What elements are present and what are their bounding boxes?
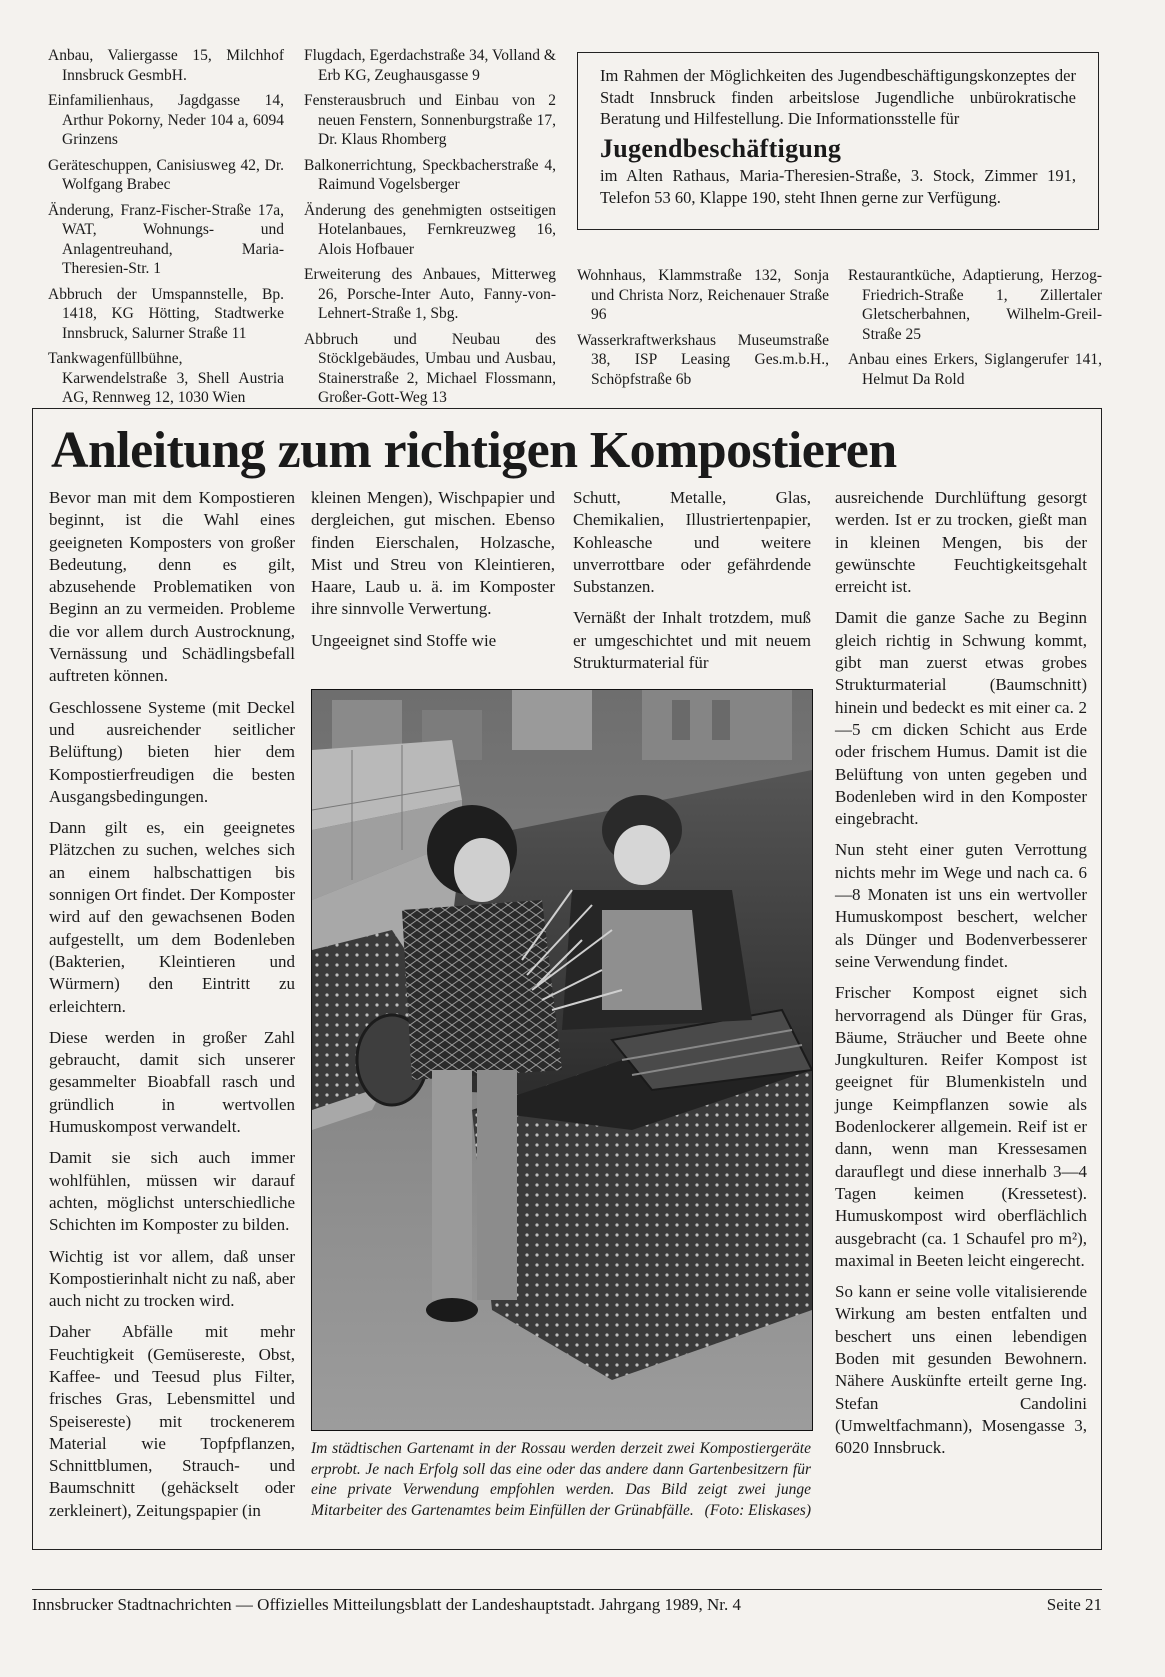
listing-entry: Änderung des genehmigten ostseitigen Hotelanbaues, Fernkreuzweg 16, Alois Hofbauer (304, 201, 556, 258)
info-box-heading: Jugendbeschäftigung (600, 133, 842, 163)
listing-entry: Änderung, Franz-Fischer-Straße 17a, WAT, Wohnungs- und Anlagentreuhand, Maria-Theresien-Str. 1 (48, 201, 284, 277)
article-photo (311, 689, 813, 1431)
listing-entry: Tankwagenfüllbühne, Karwendelstraße 3, Shell Austria AG, Rennweg 12, 1030 Wien (48, 350, 284, 406)
article-title: Anleitung zum richtigen Kompostieren (51, 422, 897, 479)
listings-column-3 (577, 266, 829, 395)
listing-entry: Restaurantküche, Adaptierung, Herzog-Friedrich-Straße 1, Zillertaler Gletscherbahnen, Wilhelm-Greil-Straße 25 (848, 267, 1102, 343)
listing-entry: Abbruch und Neubau des Stöcklgebäudes, Umbau und Ausbau, Stainerstraße 2, Michael Flossmann, Großer-Gott-Weg 13 (304, 330, 556, 406)
listing-entry: Abbruch der Umspannstelle, Bp. 1418, KG Hötting, Stadtwerke Innsbruck, Salurner Straße 11 (48, 285, 284, 342)
info-box-intro: Im Rahmen der Möglichkeiten des Jugendbeschäftigungskonzeptes der Stadt Innsbruck finden arbeitslose Jugendliche unbürokratische Beratung und Hilfestellung. Die Informationsstelle für (600, 66, 1076, 128)
listing-entry: Anbau, Valiergasse 15, Milchhof Innsbruck GesmbH. (48, 47, 284, 84)
listing-entry: Wasserkraftwerkshaus Museumstraße 38, ISP Leasing Ges.m.b.H., Schöpfstraße 6b (577, 331, 829, 388)
article-paragraph: So kann er seine volle vitalisierende Wirkung am besten entfalten und beschert uns einen lebendigen Boden mit gesunden Bewohnern. Nähere Auskünfte erteilt gerne Ing. Stefan Candolini (Umweltfachmann), Mosengasse 3, 6020 Innsbruck. (835, 1282, 1087, 1458)
article-paragraph: Wichtig ist vor allem, daß unser Kompostierinhalt nicht zu naß, aber auch nicht zu trocken wird. (49, 1246, 295, 1311)
photo-credit: (Foto: Eliskases) (704, 1501, 811, 1519)
article-paragraph: Damit die ganze Sache zu Beginn gleich richtig in Schwung kommt, gibt man zuerst etwas grobes Strukturmaterial (Baumschnitt) hinein und bedeckt es mit einer ca. 2—5 cm dicken Schicht aus Erde oder frischem Humus. Damit ist die Belüftung von unten gegeben und Bodenleben wird in den Komposter eingebracht. (835, 608, 1087, 829)
footer-publication: Innsbrucker Stadtnachrichten — Offizielles Mitteilungsblatt der Landeshauptstadt. Jahrgang 1989, Nr. 4 (32, 1595, 741, 1614)
article-paragraph: Vernäßt der Inhalt trotzdem, muß er umgeschichtet und mit neuem Strukturmaterial für (573, 608, 811, 673)
listing-entry: Einfamilienhaus, Jagdgasse 14, Arthur Pokorny, Neder 104 a, 6094 Grinzens (48, 92, 284, 148)
article-paragraph: kleinen Mengen), Wischpapier und dergleichen, gut mischen. Ebenso finden Eierschalen, Holzasche, Mist und Streu von Kleintieren, Haare, Laub u. ä. im Komposter ihre sinnvolle Verwertung. (311, 488, 555, 619)
article-paragraph: Ungeeignet sind Stoffe wie (311, 630, 497, 650)
listing-entry: Geräteschuppen, Canisiusweg 42, Dr. Wolfgang Brabec (48, 156, 284, 193)
photo-composting-scene (312, 690, 812, 1430)
article-paragraph: Frischer Kompost eignet sich hervorragend als Dünger für Gras, Bäume, Sträucher und Beete ohne Jungkulturen. Reifer Kompost ist geeignet für Blumenkisteln und junge Keimpflanzen sowie als Bodenlockerer allgemein. Reif ist er dann, wenn man Kressesamen darauflegt und diese innerhalb 3—4 Tagen keimen (Kressetest). Humuskompost wird oberflächlich ausgebracht (ca. 1 Schaufel pro m²), maximal in Beeten leicht eingerecht. (835, 983, 1087, 1270)
listing-entry: Fensterausbruch und Einbau von 2 neuen Fenstern, Sonnenburgstraße 17, Dr. Klaus Rhomberg (304, 92, 556, 148)
article-paragraph: Nun steht einer guten Verrottung nichts mehr im Wege und nach ca. 6—8 Monaten ist uns ein wertvoller Humuskompost beschert, welcher als Dünger und Bodenverbesserer seine Verwendung findet. (835, 840, 1087, 971)
photo-caption-text: Im städtischen Gartenamt in der Rossau werden derzeit zwei Kompostiergeräte erprobt. Je nach Erfolg soll das eine oder das andere dann Gartenbesitzern für eine private Verwendung empfohlen werden. Das Bild zeigt zwei junge Mitarbeiter des Gartenamtes beim Einfüllen der Grünabfälle. (311, 1440, 811, 1519)
listings-column-1 (48, 46, 284, 414)
article-kompostieren (32, 408, 1102, 1550)
listing-entry: Anbau eines Erkers, Siglangerufer 141, Helmut Da Rold (848, 351, 1102, 388)
article-paragraph: Dann gilt es, ein geeignetes Plätzchen zu suchen, welches sich an einem halbschattigen bis sonnigen Ort findet. Der Komposter wird auf den gewachsenen Boden aufgestellt, um dem Bodenleben (Bakterien, Kleintieren und Würmern) den Eintritt zu erleichtern. (49, 818, 295, 1016)
article-paragraph: Diese werden in großer Zahl gebraucht, damit sich unserer gesammelter Bioabfall rasch und gründlich in wertvollen Humuskompost verwandelt. (49, 1027, 295, 1137)
listing-entry: Balkonerrichtung, Speckbacherstraße 4, Raimund Vogelsberger (304, 156, 556, 193)
listing-entry: Flugdach, Egerdachstraße 34, Volland & Erb KG, Zeughausgasse 9 (304, 47, 556, 84)
article-paragraph: ausreichende Durchlüftung gesorgt werden. Ist er zu trocken, gießt man in kleinen Mengen, bis der gewünschte Feuchtigkeitsgehalt erreicht ist. (835, 488, 1087, 597)
photo-caption (311, 1439, 811, 1521)
info-box-body: im Alten Rathaus, Maria-Theresien-Straße, 3. Stock, Zimmer 191, Telefon 53 60, Klappe 190, steht Ihnen gerne zur Verfügung. (600, 166, 1076, 207)
article-paragraph: Schutt, Metalle, Glas, Chemikalien, Illustriertenpapier, Kohleasche und weitere unverrottbare oder gefährdende Substanzen. (573, 488, 811, 597)
listing-entry: Wohnhaus, Klammstraße 132, Sonja und Christa Norz, Reichenauer Straße 96 (577, 267, 829, 323)
info-box-jugendbeschaeftigung (577, 52, 1099, 230)
listings-column-4 (848, 266, 1102, 395)
article-paragraph: Geschlossene Systeme (mit Deckel und ausreichender seitlicher Belüftung) bieten hier dem Kompostierfreudigen die besten Ausgangsbedingungen. (49, 697, 295, 806)
listing-entry: Erweiterung des Anbaues, Mitterweg 26, Porsche-Inter Auto, Fanny-von-Lehnert-Straße 1, Sbg. (304, 266, 556, 322)
article-paragraph: Damit sie sich auch immer wohlfühlen, müssen wir darauf achten, möglichst unterschiedliche Schichten im Komposter zu bilden. (49, 1148, 295, 1235)
article-column-4 (835, 487, 1087, 1468)
article-column-2 (311, 487, 555, 661)
footer-page-number: Seite 21 (1046, 1595, 1102, 1614)
article-paragraph: Daher Abfälle mit mehr Feuchtigkeit (Gemüsereste, Obst, Kaffee- und Teesud plus Filter, frisches Gras, Lebensmittel und Speisereste) mit trockenerem Material wie Topfpflanzen, Schnittblumen, Strauch- und Baumschnitt (gehäckselt oder zerkleinert), Zeitungspapier (in (49, 1322, 295, 1520)
footer-divider (32, 1589, 1102, 1590)
listings-column-2 (304, 46, 556, 414)
article-column-1 (49, 487, 295, 1531)
article-paragraph: Bevor man mit dem Kompostieren beginnt, ist die Wahl eines geeigneten Komposters von großer Bedeutung, denn es gilt, abzusehende Problematiken von Beginn an zu vermeiden. Probleme die vor allem durch Austrocknung, Vernässung und Schädlingsbefall auftreten können. (49, 488, 295, 686)
article-column-3 (573, 487, 811, 683)
